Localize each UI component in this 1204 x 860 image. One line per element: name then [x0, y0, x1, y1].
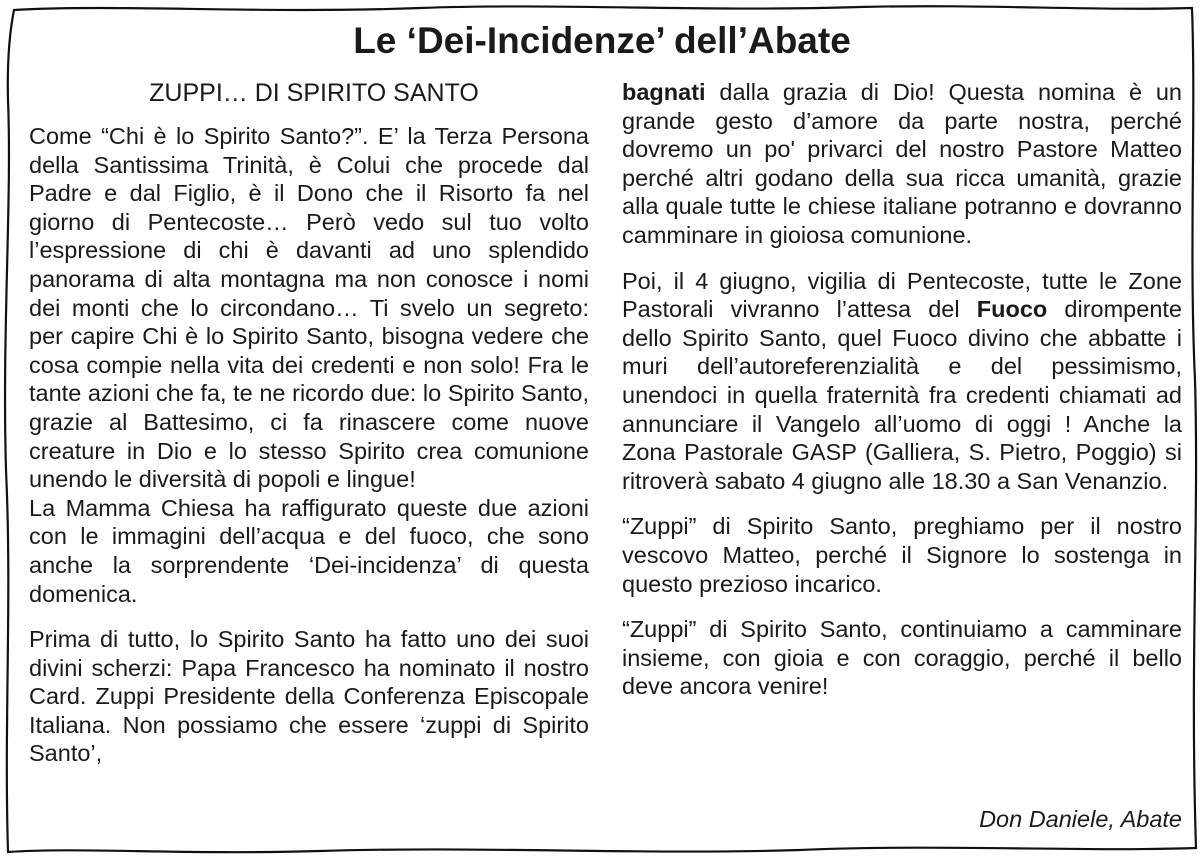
article-subtitle: ZUPPI… DI SPIRITO SANTO [149, 79, 479, 107]
right-column [622, 78, 1182, 701]
right-paragraph-2-start: Poi, il 4 giugno, vigilia di Pentecoste, tutte le Zone Pastorali vivranno l’attesa del [622, 267, 1182, 323]
left-paragraph-3: Prima di tutto, lo Spirito Santo ha fatto uno dei suoi divini scherzi: Papa Francesco ha nominato il nostro Card. Zuppi Presidente della Conferenza Episcopale Italiana. Non possiamo che essere ‘zuppi di Spirito Santo’, [29, 626, 589, 767]
page-title: Le ‘Dei-Incidenze’ dell’Abate [353, 20, 851, 61]
right-paragraph-1-text: dalla grazia di Dio! Questa nomina è un grande gesto d’amore da parte nostra, perché dovremo un po' privarci del nostro Pastore Matteo perché altri godano della sua ricca umanità, grazie alla quale tutte le chiese italiane potranno e dovranno camminare in gioiosa comunione. [622, 79, 1182, 248]
right-paragraph-2-end: dirompente dello Spirito Santo, quel Fuoco divino che abbatte i muri dell’autoreferenzialità e del pessimismo, unendoci in quella fraternità fra credenti chiamati ad annunciare il Vangelo all’uomo di oggi ! Anche la Zona Pastorale GASP (Galliera, S. Pietro, Poggio) si ritroverà sabato 4 giugno alle 18.30 a San Venanzio. [622, 296, 1182, 494]
right-paragraph-3: “Zuppi” di Spirito Santo, preghiamo per il nostro vescovo Matteo, perché il Signore lo sostenga in questo prezioso incarico. [622, 513, 1182, 597]
left-column [29, 78, 589, 768]
bold-fuoco: Fuoco [976, 296, 1048, 323]
right-paragraph-4: “Zuppi” di Spirito Santo, continuiamo a camminare insieme, con gioia e con coraggio, perché il bello deve ancora venire! [622, 616, 1182, 700]
right-paragraph-1 [622, 78, 1182, 250]
left-paragraph-1: Come “Chi è lo Spirito Santo?”. E’ la Terza Persona della Santissima Trinità, è Colui che procede dal Padre e dal Figlio, è il Dono che il Risorto fa nel giorno di Pentecoste… Però vedo sul tuo volto l’espressione di chi è davanti ad uno splendido panorama di alta montagna ma non conosce i nomi dei monti che lo circondano… Ti svelo un segreto: per capire Chi è lo Spirito Santo, bisogna vedere che cosa compie nella vita dei credenti e non solo! Fra le tante azioni che fa, te ne ricordo due: lo Spirito Santo, grazie al Battesimo, ci fa rinascere come nuove creature in Dio e lo stesso Spirito crea comunione unendo le diversità di popoli e lingue! [29, 123, 589, 493]
signature: Don Daniele, Abate [979, 806, 1182, 832]
left-paragraph-2: La Mamma Chiesa ha raffigurato queste due azioni con le immagini dell’acqua e del fuoco, che sono anche la sorprendente ‘Dei-incidenza’ di questa domenica. [29, 494, 589, 607]
bold-bagnati: bagnati [622, 79, 706, 105]
right-paragraph-2 [622, 267, 1182, 496]
